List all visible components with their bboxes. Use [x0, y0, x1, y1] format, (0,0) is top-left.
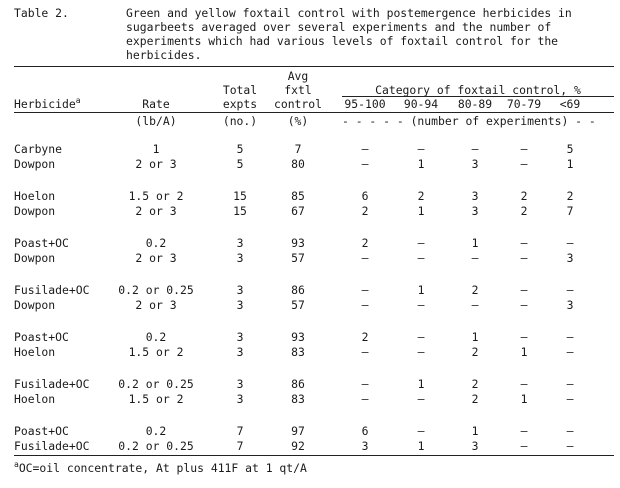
total-cell: 3: [236, 345, 244, 359]
avg-cell: 83: [291, 392, 305, 406]
category-cell-2: –: [471, 298, 479, 312]
herbicide-cell: Fusilade+OC: [14, 283, 90, 297]
category-cell-4: –: [566, 283, 574, 297]
avg-cell: 57: [291, 298, 305, 312]
header-total-1: Total: [222, 83, 258, 97]
total-cell: 3: [236, 283, 244, 297]
rate-cell: 0.2: [145, 330, 167, 344]
category-cell-0: 6: [361, 424, 369, 438]
header-rate: Rate: [142, 97, 170, 111]
herbicide-cell: Dowpon: [14, 204, 56, 218]
category-cell-0: –: [361, 392, 369, 406]
category-cell-1: –: [417, 345, 425, 359]
header-category: Category of foxtail control, %: [375, 83, 581, 97]
category-cell-4: –: [566, 377, 574, 391]
table-title: Green and yellow foxtail control with postemergence herbicides in sugarbeets averaged over several experiments and the number of experiments which had various levels of foxtail control for the herbicides.: [126, 6, 572, 62]
category-cell-3: –: [520, 251, 528, 265]
unit-avg: (%): [287, 114, 309, 128]
category-cell-4: –: [566, 236, 574, 250]
category-cell-0: 2: [361, 204, 369, 218]
unit-total: (no.): [222, 114, 258, 128]
total-cell: 3: [236, 298, 244, 312]
category-cell-3: –: [520, 142, 528, 156]
category-cell-4: –: [566, 439, 574, 453]
table-number: Table 2.: [14, 6, 69, 20]
header-total-2: expts: [222, 97, 258, 111]
category-cell-3: –: [520, 157, 528, 171]
category-cell-0: 6: [361, 189, 369, 203]
category-cell-3: –: [520, 439, 528, 453]
herbicide-cell: Hoelon: [14, 392, 56, 406]
footnote: [14, 462, 307, 475]
category-header-0: 95-100: [344, 97, 386, 111]
header-herbicide-label: Herbicide: [14, 97, 76, 111]
category-cell-0: –: [361, 251, 369, 265]
category-cell-3: –: [520, 424, 528, 438]
category-cell-3: 2: [520, 189, 528, 203]
herbicide-cell: Fusilade+OC: [14, 439, 90, 453]
category-cell-4: –: [566, 330, 574, 344]
category-cell-3: –: [520, 377, 528, 391]
category-cell-2: 1: [471, 330, 479, 344]
category-cell-1: –: [417, 392, 425, 406]
category-cell-2: –: [471, 251, 479, 265]
rate-cell: 2 or 3: [135, 251, 177, 265]
category-cell-1: –: [417, 298, 425, 312]
avg-cell: 57: [291, 251, 305, 265]
herbicide-cell: Poast+OC: [14, 424, 69, 438]
rate-cell: 0.2: [145, 424, 167, 438]
category-cell-2: 3: [471, 439, 479, 453]
avg-cell: 67: [291, 204, 305, 218]
category-cell-0: 2: [361, 330, 369, 344]
category-cell-1: –: [417, 424, 425, 438]
rate-cell: 1.5 or 2: [128, 392, 184, 406]
herbicide-cell: Dowpon: [14, 157, 56, 171]
category-cell-1: 2: [417, 189, 425, 203]
herbicide-cell: Poast+OC: [14, 236, 69, 250]
category-header-4: <69: [559, 97, 581, 111]
category-cell-4: 1: [566, 157, 574, 171]
category-cell-4: 3: [566, 251, 574, 265]
avg-cell: 86: [291, 283, 305, 297]
header-rule: [14, 112, 614, 113]
category-cell-1: –: [417, 236, 425, 250]
category-cell-2: 1: [471, 236, 479, 250]
footnote-text: OC=oil concentrate, At plus 411F at 1 qt/A: [18, 461, 307, 475]
rate-cell: 1.5 or 2: [128, 189, 184, 203]
category-cell-0: –: [361, 377, 369, 391]
category-cell-3: 1: [520, 345, 528, 359]
herbicide-cell: Hoelon: [14, 345, 56, 359]
category-cell-2: 3: [471, 157, 479, 171]
rate-cell: 2 or 3: [135, 298, 177, 312]
category-cell-2: –: [471, 142, 479, 156]
avg-cell: 97: [291, 424, 305, 438]
category-cell-1: –: [417, 142, 425, 156]
category-cell-4: 3: [566, 298, 574, 312]
total-cell: 7: [236, 424, 244, 438]
category-cell-4: 7: [566, 204, 574, 218]
category-cell-1: 1: [417, 157, 425, 171]
category-header-1: 90-94: [403, 97, 439, 111]
category-cell-0: –: [361, 142, 369, 156]
total-cell: 5: [236, 157, 244, 171]
category-header-3: 70-79: [506, 97, 542, 111]
avg-cell: 93: [291, 236, 305, 250]
avg-cell: 93: [291, 330, 305, 344]
rate-cell: 0.2 or 0.25: [118, 439, 194, 453]
herbicide-cell: Poast+OC: [14, 330, 69, 344]
top-rule: [14, 66, 614, 67]
category-cell-2: 1: [471, 424, 479, 438]
total-cell: 7: [236, 439, 244, 453]
category-cell-3: –: [520, 283, 528, 297]
category-cell-4: –: [566, 424, 574, 438]
category-header-2: 80-89: [457, 97, 493, 111]
category-cell-4: –: [566, 345, 574, 359]
avg-cell: 85: [291, 189, 305, 203]
total-cell: 15: [233, 204, 247, 218]
herbicide-cell: Dowpon: [14, 251, 56, 265]
total-cell: 3: [236, 251, 244, 265]
total-cell: 3: [236, 236, 244, 250]
category-cell-2: 2: [471, 345, 479, 359]
rate-cell: 2 or 3: [135, 204, 177, 218]
herbicide-cell: Dowpon: [14, 298, 56, 312]
category-cell-4: 2: [566, 189, 574, 203]
total-cell: 5: [236, 142, 244, 156]
category-cell-1: –: [417, 251, 425, 265]
category-cell-0: 2: [361, 236, 369, 250]
category-cell-2: 2: [471, 283, 479, 297]
bottom-rule: [14, 455, 614, 456]
avg-cell: 83: [291, 345, 305, 359]
category-cell-2: 3: [471, 204, 479, 218]
unit-rate: (lb/A): [135, 114, 177, 128]
category-cell-1: 1: [417, 204, 425, 218]
category-cell-0: –: [361, 298, 369, 312]
rate-cell: 2 or 3: [135, 157, 177, 171]
total-cell: 3: [236, 392, 244, 406]
herbicide-cell: Fusilade+OC: [14, 377, 90, 391]
category-cell-2: 2: [471, 392, 479, 406]
category-cell-1: 1: [417, 283, 425, 297]
herbicide-cell: Hoelon: [14, 189, 56, 203]
category-cell-3: 2: [520, 204, 528, 218]
category-cell-1: –: [417, 330, 425, 344]
category-cell-0: 3: [361, 439, 369, 453]
category-cell-4: 5: [566, 142, 574, 156]
category-cell-3: –: [520, 236, 528, 250]
total-cell: 3: [236, 330, 244, 344]
total-cell: 15: [233, 189, 247, 203]
category-cell-1: 1: [417, 377, 425, 391]
category-cell-0: –: [361, 345, 369, 359]
category-cell-3: –: [520, 330, 528, 344]
category-cell-3: 1: [520, 392, 528, 406]
category-cell-4: –: [566, 392, 574, 406]
rate-cell: 0.2 or 0.25: [118, 377, 194, 391]
footnote-sup: a: [14, 460, 19, 470]
header-avg-1: Avg: [287, 69, 309, 83]
category-cell-2: 3: [471, 189, 479, 203]
rate-cell: 0.2: [145, 236, 167, 250]
total-cell: 3: [236, 377, 244, 391]
header-avg-2: fxtl: [284, 83, 312, 97]
category-cell-1: 1: [417, 439, 425, 453]
avg-cell: 86: [291, 377, 305, 391]
footnote-marker: a: [75, 96, 81, 106]
rate-cell: 1.5 or 2: [128, 345, 184, 359]
category-cell-0: –: [361, 283, 369, 297]
avg-cell: 92: [291, 439, 305, 453]
category-cell-2: 2: [471, 377, 479, 391]
avg-cell: 80: [291, 157, 305, 171]
category-cell-3: –: [520, 298, 528, 312]
category-cell-0: –: [361, 157, 369, 171]
header-avg-3: control: [273, 97, 322, 111]
avg-cell: 7: [294, 142, 302, 156]
rate-cell: 1: [152, 142, 160, 156]
herbicide-cell: Carbyne: [14, 142, 63, 156]
rate-cell: 0.2 or 0.25: [118, 283, 194, 297]
unit-cats: - - - - - (number of experiments) - -: [342, 114, 596, 128]
header-herbicide: [14, 98, 81, 111]
